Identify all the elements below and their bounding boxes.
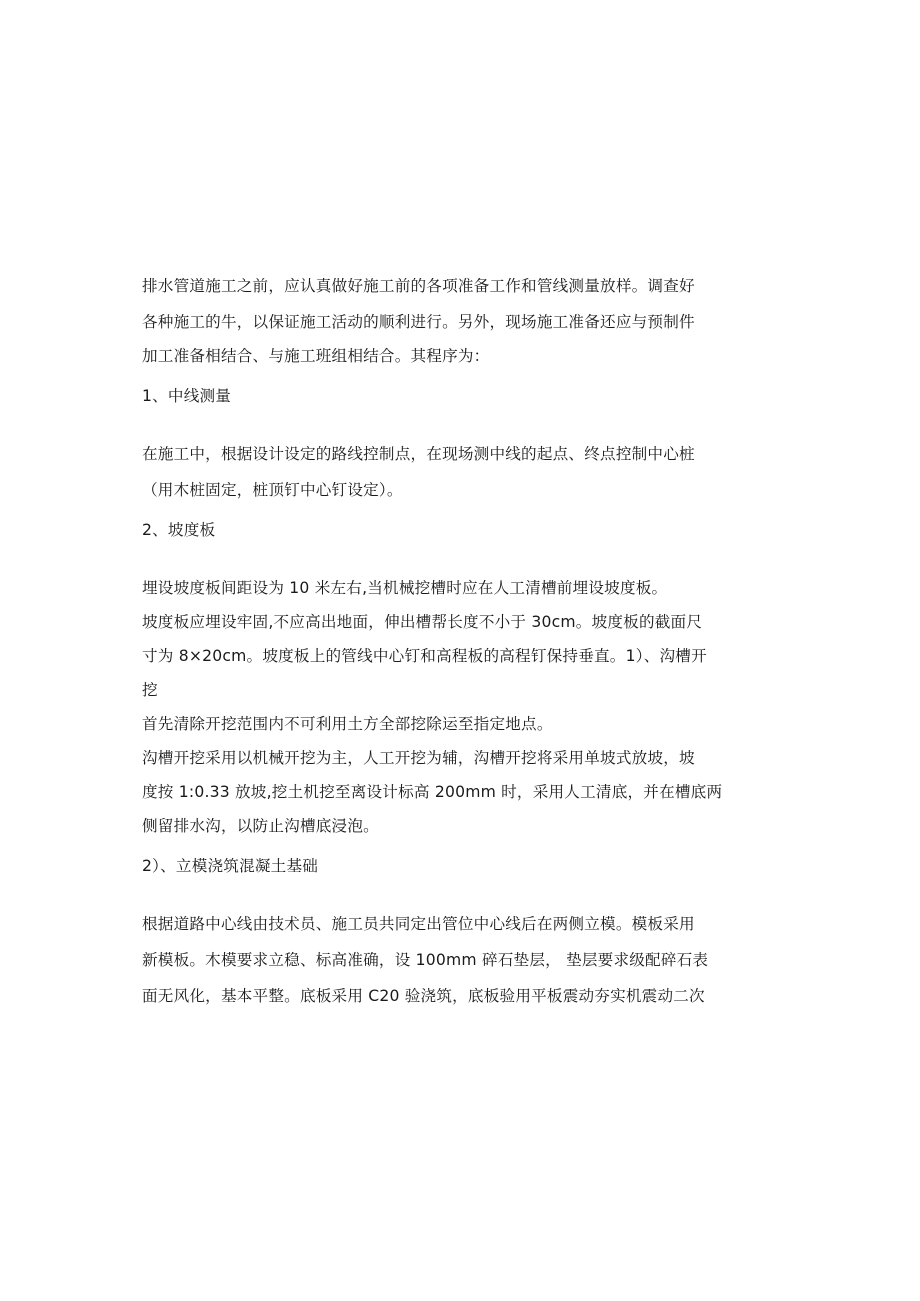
intro-line-1: 排水管道施工之前，应认真做好施工前的各项准备工作和管线测量放样。调查好 bbox=[142, 277, 695, 295]
section-3-line-1: 根据道路中心线由技术员、施工员共同定出管位中心线后在两侧立模。模板采用 bbox=[142, 915, 695, 933]
section-2-paragraph-2-line-2: 寸为 8×20cm。坡度板上的管线中心钉和高程板的高程钉保持垂直。1）、沟槽开 bbox=[142, 647, 707, 665]
intro-line-2: 各种施工的牛，以保证施工活动的顺利进行。另外，现场施工准备还应与预制件 bbox=[142, 313, 695, 331]
section-2-paragraph-2-line-3: 挖 bbox=[142, 681, 158, 699]
section-2-paragraph-4-line-2: 度按 1:0.33 放坡,挖土机挖至离设计标高 200mm 时，采用人工清底，并在槽底两 bbox=[142, 783, 723, 801]
section-2-paragraph-2-line-1: 坡度板应埋设牢固,不应高出地面，伸出槽帮长度不小于 30cm。坡度板的截面尺 bbox=[142, 613, 703, 631]
section-3-line-2: 新模板。木模要求立稳、标高准确，设 100mm 碎石垫层， 垫层要求级配碎石表 bbox=[142, 951, 709, 969]
section-1-line-2: （用木桩固定，桩顶钉中心钉设定）。 bbox=[142, 481, 403, 499]
section-2-paragraph-3: 首先清除开挖范围内不可利用土方全部挖除运至指定地点。 bbox=[142, 715, 553, 733]
section-1-heading: 1、中线测量 bbox=[142, 387, 232, 405]
section-1-line-1: 在施工中，根据设计设定的路线控制点，在现场测中线的起点、终点控制中心桩 bbox=[142, 445, 695, 463]
section-2-paragraph-4-line-3: 侧留排水沟，以防止沟槽底浸泡。 bbox=[142, 817, 379, 835]
section-3-line-3: 面无风化，基本平整。底板采用 C20 验浇筑，底板验用平板震动夯实机震动二次 bbox=[142, 987, 705, 1005]
section-3-heading: 2）、立模浇筑混凝土基础 bbox=[142, 857, 319, 875]
section-2-heading: 2、坡度板 bbox=[142, 521, 216, 539]
intro-line-3: 加工准备相结合、与施工班组相结合。其程序为： bbox=[142, 347, 490, 365]
section-2-paragraph-1: 埋设坡度板间距设为 10 米左右,当机械挖槽时应在人工清槽前埋设坡度板。 bbox=[142, 579, 668, 597]
section-2-paragraph-4-line-1: 沟槽开挖采用以机械开挖为主，人工开挖为辅，沟槽开挖将采用单坡式放坡，坡 bbox=[142, 749, 695, 767]
